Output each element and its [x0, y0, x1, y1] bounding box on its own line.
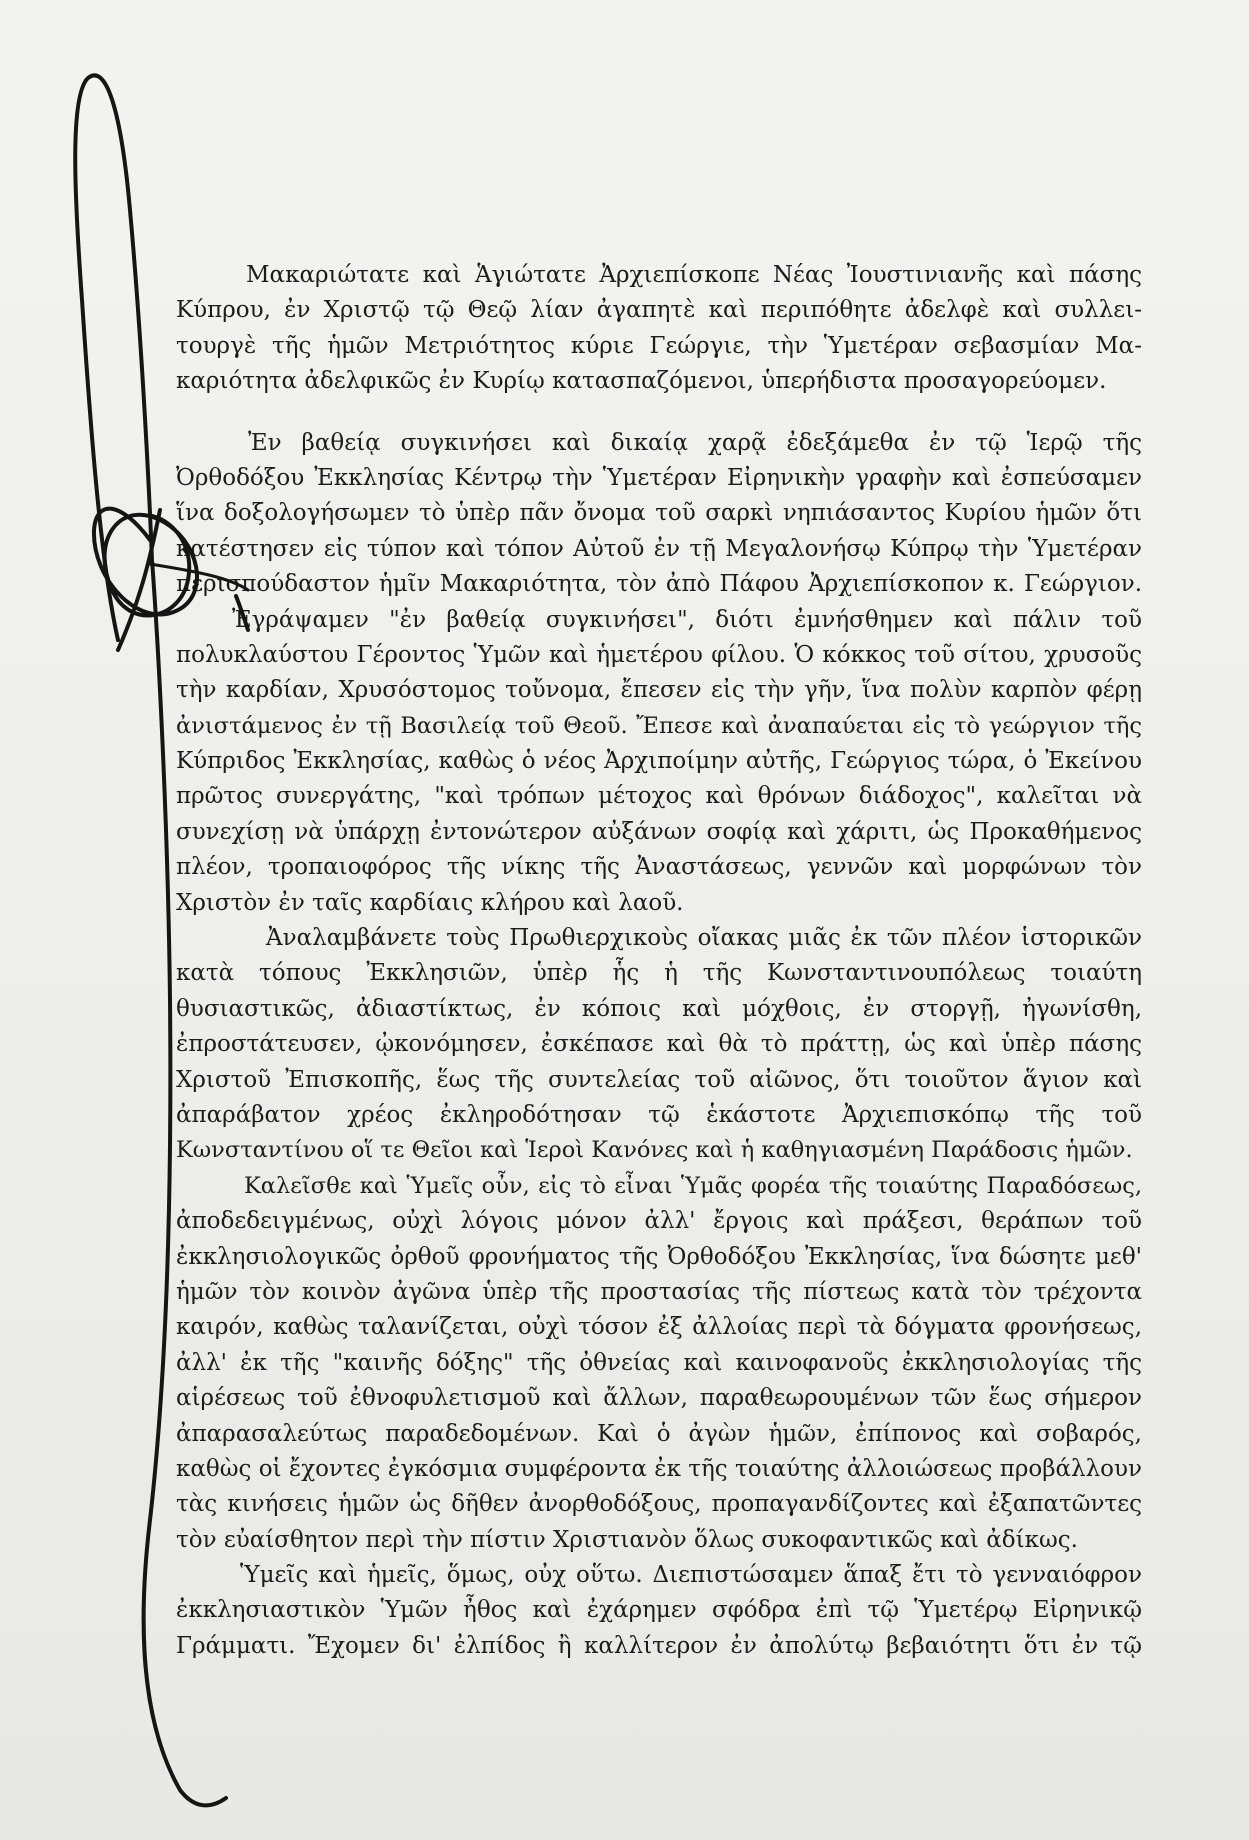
text-line: ἐκκλησιολογικῶς ὀρθοῦ φρονήματος τῆς Ὀρθοδόξου Ἐκκλησίας, ἵνα δώσητε μεθ': [176, 1243, 1142, 1270]
text-line: ἀλλ' ἐκ τῆς "καινῆς δόξης" τῆς ὀθνείας καὶ καινοφανοῦς ἐκκλησιολογίας τῆς: [176, 1349, 1142, 1376]
text-line: Κύπρου, ἐν Χριστῷ τῷ Θεῷ λίαν ἀγαπητὲ καὶ περιπόθητε ἀδελφὲ καὶ συλλει-: [176, 297, 1142, 324]
text-line: Ὀρθοδόξου Ἐκκλησίας Κέντρῳ τὴν Ὑμετέραν Εἰρηνικὴν γραφὴν καὶ ἐσπεύσαμεν: [176, 464, 1142, 491]
text-line: Χριστὸν ἐν ταῖς καρδίαις κλήρου καὶ λαοῦ.: [176, 889, 684, 916]
text-line: ἐπροστάτευσεν, ᾠκονόμησεν, ἐσκέπασε καὶ θὰ τὸ πράττῃ, ὡς καὶ ὑπὲρ πάσης: [176, 1031, 1142, 1058]
text-line: τὸν εὐαίσθητον περὶ τὴν πίστιν Χριστιανὸν ὅλως συκοφαντικῶς καὶ ἀδίκως.: [176, 1526, 1078, 1553]
paragraph-calling: [176, 1169, 1142, 1558]
text-line: καθὼς οἱ ἔχοντες ἐγκόσμια συμφέροντα ἐκ τῆς τοιαύτης ἀλλοιώσεως προβάλλουν: [176, 1455, 1142, 1482]
paragraph-assumption: [176, 921, 1142, 1169]
text-line: κατὰ τόπους Ἐκκλησιῶν, ὑπὲρ ἧς ἡ τῆς Κωνσταντινουπόλεως τοιαύτη: [176, 960, 1142, 987]
text-line: θυσιαστικῶς, ἀδιαστίκτως, ἐν κόποις καὶ μόχθοις, ἐν στοργῇ, ἠγωνίσθη,: [176, 995, 1142, 1022]
letter-body: [176, 258, 1142, 1664]
text-line: ἀνιστάμενος ἐν τῇ Βασιλείᾳ τοῦ Θεοῦ. Ἔπεσε καὶ ἀναπαύεται εἰς τὸ γεώργιον τῆς: [176, 712, 1142, 739]
text-line: Ἀναλαμβάνετε τοὺς Πρωθιερχικοὺς οἴακας μιᾶς ἐκ τῶν πλέον ἱστορικῶν: [266, 925, 1142, 952]
paragraph-greeting: [176, 258, 1142, 400]
text-line: Ἐγράψαμεν "ἐν βαθείᾳ συγκινήσει", διότι ἐμνήσθημεν καὶ πάλιν τοῦ: [232, 606, 1142, 633]
text-line: ἀποδεδειγμένως, οὐχὶ λόγοις μόνον ἀλλ' ἔργοις καὶ πράξεσι, θεράπων τοῦ: [176, 1208, 1142, 1235]
text-line: ἡμῶν τὸν κοινὸν ἀγῶνα ὑπὲρ τῆς προστασίας τῆς πίστεως κατὰ τὸν τρέχοντα: [176, 1278, 1142, 1305]
text-line: ἐκκλησιαστικὸν Ὑμῶν ἦθος καὶ ἐχάρημεν σφόδρα ἐπὶ τῷ Ὑμετέρῳ Εἰρηνικῷ: [176, 1597, 1142, 1624]
text-line: περισπούδαστον ἡμῖν Μακαριότητα, τὸν ἀπὸ Πάφου Ἀρχιεπίσκοπον κ. Γεώργιον.: [176, 571, 1142, 598]
text-line: τουργὲ τῆς ἡμῶν Μετριότητος κύριε Γεώργιε, τὴν Ὑμετέραν σεβασμίαν Μα-: [176, 332, 1142, 359]
text-line: Μακαριώτατε καὶ Ἁγιώτατε Ἀρχιεπίσκοπε Νέας Ἰουστινιανῆς καὶ πάσης: [246, 262, 1142, 288]
text-line: Κωνσταντίνου οἵ τε Θεῖοι καὶ Ἱεροὶ Κανόνες καὶ ἡ καθηγιασμένη Παράδοσις ἡμῶν.: [176, 1137, 1133, 1164]
text-line: ἀπαρασαλεύτως παραδεδομένων. Καὶ ὁ ἀγὼν ἡμῶν, ἐπίπονος καὶ σοβαρός,: [176, 1420, 1142, 1447]
text-line: Καλεῖσθε καὶ Ὑμεῖς οὖν, εἰς τὸ εἶναι Ὑμᾶς φορέα τῆς τοιαύτης Παραδόσεως,: [244, 1172, 1142, 1199]
text-line: κατέστησεν εἰς τύπον καὶ τόπον Αὐτοῦ ἐν τῇ Μεγαλονήσῳ Κύπρῳ τὴν Ὑμετέραν: [176, 535, 1142, 562]
text-line: καιρόν, καθὼς ταλανίζεται, οὐχὶ τόσον ἐξ ἀλλοίας περὶ τὰ δόγματα φρονήσεως,: [176, 1314, 1142, 1341]
text-line: Χριστοῦ Ἐπισκοπῆς, ἕως τῆς συντελείας τοῦ αἰῶνος, ὅτι τοιοῦτον ἅγιον καὶ: [176, 1066, 1142, 1093]
text-line: πρῶτος συνεργάτης, "καὶ τρόπων μέτοχος καὶ θρόνων διάδοχος", καλεῖται νὰ: [176, 783, 1142, 810]
text-line: αἱρέσεως τοῦ ἐθνοφυλετισμοῦ καὶ ἄλλων, παραθεωρουμένων τῶν ἕως σήμερον: [176, 1385, 1142, 1412]
paragraph-joy: [176, 426, 1142, 921]
text-line: Ὑμεῖς καὶ ἡμεῖς, ὅμως, οὐχ οὕτω. Διεπιστώσαμεν ἅπαξ ἔτι τὸ γενναιόφρον: [240, 1562, 1142, 1589]
text-line: ἵνα δοξολογήσωμεν τὸ ὑπὲρ πᾶν ὄνομα τοῦ σαρκὶ νηπιάσαντος Κυρίου ἡμῶν ὅτι: [176, 500, 1142, 527]
paragraph-conclusion: [176, 1558, 1142, 1664]
text-line: ἀπαράβατον χρέος ἐκληροδότησαν τῷ ἑκάστοτε Ἀρχιεπισκόπῳ τῆς τοῦ: [176, 1101, 1142, 1128]
text-line: τὴν καρδίαν, Χρυσόστομος τοὔνομα, ἔπεσεν εἰς τὴν γῆν, ἵνα πολὺν καρπὸν φέρῃ: [176, 677, 1142, 704]
text-line: τὰς κινήσεις ἡμῶν ὡς δῆθεν ἀνορθοδόξους, προπαγανδίζοντες καὶ ἐξαπατῶντες: [176, 1491, 1142, 1518]
text-line: καριότητα ἀδελφικῶς ἐν Κυρίῳ κατασπαζόμενοι, ὑπερήδιστα προσαγορεύομεν.: [176, 368, 1107, 395]
text-line: Κύπριδος Ἐκκλησίας, καθὼς ὁ νέος Ἀρχιποίμην αὐτῆς, Γεώργιος τώρα, ὁ Ἐκείνου: [176, 748, 1142, 775]
text-line: Γράμματι. Ἔχομεν δι' ἐλπίδος ἢ καλλίτερον ἐν ἀπολύτῳ βεβαιότητι ὅτι ἐν τῷ: [176, 1632, 1142, 1659]
text-line: Ἐν βαθείᾳ συγκινήσει καὶ δικαίᾳ χαρᾷ ἐδεξάμεθα ἐν τῷ Ἱερῷ τῆς: [248, 429, 1142, 456]
text-line: συνεχίσῃ νὰ ὑπάρχῃ ἐντονώτερον αὐξάνων σοφίᾳ καὶ χάριτι, ὡς Προκαθήμενος: [176, 818, 1142, 845]
text-line: πολυκλαύστου Γέροντος Ὑμῶν καὶ ἡμετέρου φίλου. Ὁ κόκκος τοῦ σίτου, χρυσοῦς: [176, 641, 1142, 668]
text-line: πλέον, τροπαιοφόρος τῆς νίκης τῆς Ἀναστάσεως, γεννῶν καὶ μορφώνων τὸν: [176, 854, 1142, 881]
